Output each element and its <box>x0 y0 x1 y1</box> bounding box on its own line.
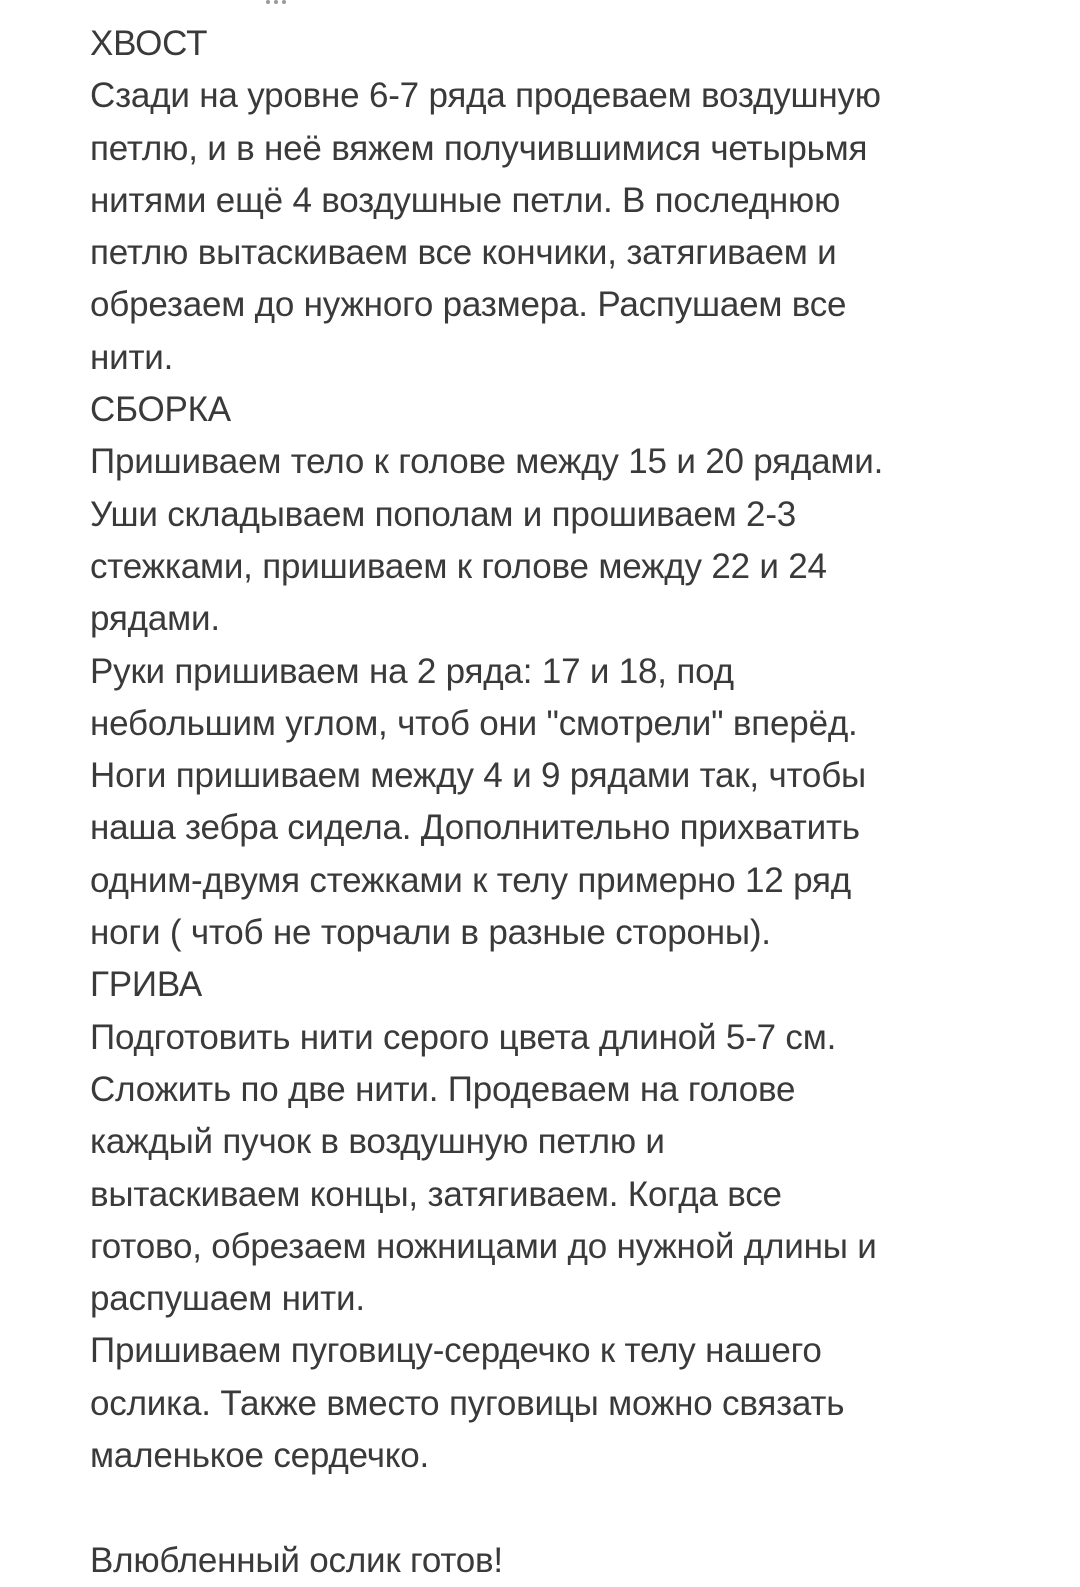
text-line: нитями ещё 4 воздушные петли. В последнюю <box>90 180 841 220</box>
text-line: рядами. <box>90 599 220 639</box>
text-line: одним-двумя стежками к телу примерно 12 ряд <box>90 860 851 900</box>
text-line: Ноги пришиваем между 4 и 9 рядами так, чтобы <box>90 756 866 796</box>
text-line: каждый пучок в воздушную петлю и <box>90 1122 665 1162</box>
text-line: готово, обрезаем ножницами до нужной длины и <box>90 1226 877 1266</box>
text-line: Уши складываем пополам и прошиваем 2-3 <box>90 494 797 534</box>
text-line: Руки пришиваем на 2 ряда: 17 и 18, под <box>90 651 734 691</box>
text-line: Сзади на уровне 6-7 ряда продеваем воздушную <box>90 76 881 116</box>
text-line: распушаем нити. <box>90 1279 365 1319</box>
text-line: Пришиваем тело к голове между 15 и 20 рядами. <box>90 442 884 482</box>
blank-line <box>90 1482 1050 1534</box>
text-line: Пришиваем пуговицу-сердечко к телу нашего <box>90 1331 822 1371</box>
heading-assembly: СБОРКА <box>90 390 231 430</box>
text-line: небольшим углом, чтоб они "смотрели" вперёд. <box>90 703 858 743</box>
text-line: вытаскиваем концы, затягиваем. Когда все <box>90 1174 782 1214</box>
text-line: ослика. Также вместо пуговицы можно связать <box>90 1383 845 1423</box>
heading-tail: ХВОСТ <box>90 24 208 63</box>
text-line: ноги ( чтоб не торчали в разные стороны). <box>90 913 771 953</box>
heading-mane: ГРИВА <box>90 965 202 1005</box>
text-line: нити. <box>90 337 174 377</box>
text-line: обрезаем до нужного размера. Распушаем все <box>90 285 847 325</box>
ellipsis-icon <box>266 0 326 6</box>
closing-line: Влюбленный ослик готов! <box>90 1540 503 1580</box>
text-line: петлю, и в неё вяжем получившимися четырьмя <box>90 128 868 168</box>
text-line: Сложить по две нити. Продеваем на голове <box>90 1069 796 1109</box>
text-line: наша зебра сидела. Дополнительно прихватить <box>90 808 860 848</box>
text-line: стежками, пришиваем к голове между 22 и 24 <box>90 546 827 586</box>
text-line: Подготовить нити серого цвета длиной 5-7 см. <box>90 1017 837 1057</box>
text-line: петлю вытаскиваем все кончики, затягиваем и <box>90 233 837 273</box>
document-text <box>90 18 1050 1587</box>
text-line: маленькое сердечко. <box>90 1436 430 1476</box>
